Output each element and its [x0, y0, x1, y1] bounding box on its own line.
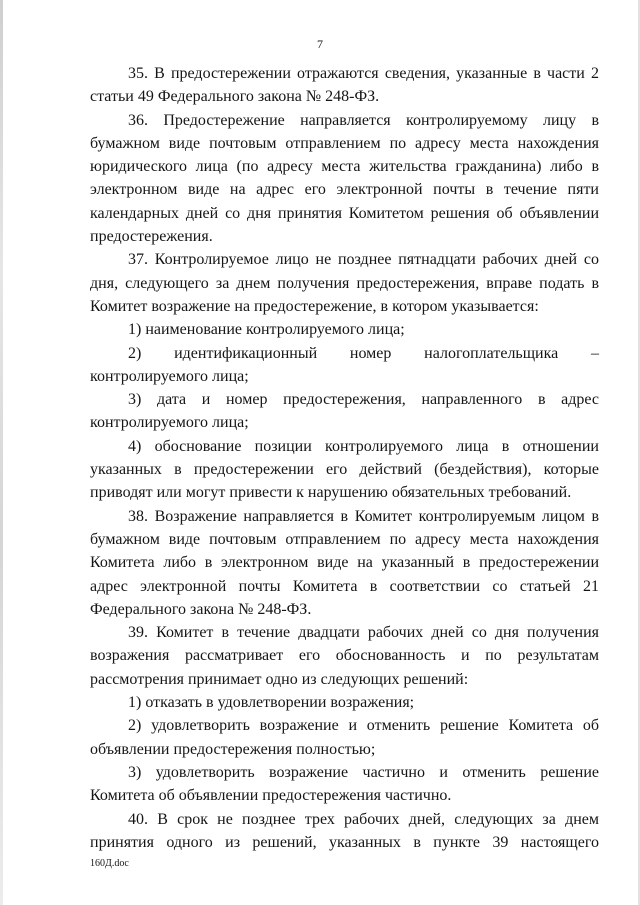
list-item-37-4: 4) обоснование позиции контролируемого лица в отношении указанных в предостережении его действий (бездействия), которые приводят или могут привести к нарушению обязательных требований. — [90, 437, 599, 502]
paragraph-37: 37. Контролируемое лицо не позднее пятнадцати рабочих дней со дня, следующего за днем получения предостережения, вправе подать в Комитет возражение на предостережение, в котором указывается: — [90, 251, 599, 315]
list-item-39-3: 3) удовлетворить возражение частично и отменить решение Комитета об объявлении предостережения частично. — [90, 763, 599, 805]
list-item-37-2: 2) идентификационный номер налогоплательщика – контролируемого лица; — [90, 344, 599, 385]
footer-filename: 160Д.doc — [90, 858, 129, 869]
document-body — [90, 62, 599, 854]
paragraph-35: 35. В предостережении отражаются сведения, указанные в части 2 статьи 49 Федерального закона № 248-ФЗ. — [90, 65, 599, 106]
list-item-37-1: 1) наименование контролируемого лица; — [128, 321, 405, 339]
scan-left-edge — [0, 0, 3, 905]
paragraph-39: 39. Комитет в течение двадцати рабочих дней со дня получения возражения рассматривает его обоснованность и по результатам рассмотрения принимает одно из следующих решений: — [90, 624, 599, 688]
list-item-37-3: 3) дата и номер предостережения, направленного в адрес контролируемого лица; — [90, 391, 599, 432]
paragraph-40: 40. В срок не позднее трех рабочих дней, следующих за днем принятия одного из решений, указанных в пункте 39 настоящего — [90, 810, 599, 851]
paragraph-36: 36. Предостережение направляется контролируемому лицу в бумажном виде почтовым отправлением по адресу места нахождения юридического лица (по адресу места жительства гражданина) либо в электронном виде на адрес его электронной почты в течение пяти календарных дней со дня принятия Комитетом решения об объявлении предостережения. — [90, 111, 599, 246]
paragraph-38: 38. Возражение направляется в Комитет контролируемым лицом в бумажном виде почтовым отправлением по адресу места нахождения Комитета либо в электронном виде на указанный в предостережении адрес электронной почты Комитета в соответствии со статьей 21 Федерального закона № 248-ФЗ. — [90, 507, 599, 618]
page-number: 7 — [317, 37, 323, 51]
list-item-39-1: 1) отказать в удовлетворении возражения; — [128, 694, 415, 712]
list-item-39-2: 2) удовлетворить возражение и отменить решение Комитета об объявлении предостережения полностью; — [90, 717, 599, 758]
